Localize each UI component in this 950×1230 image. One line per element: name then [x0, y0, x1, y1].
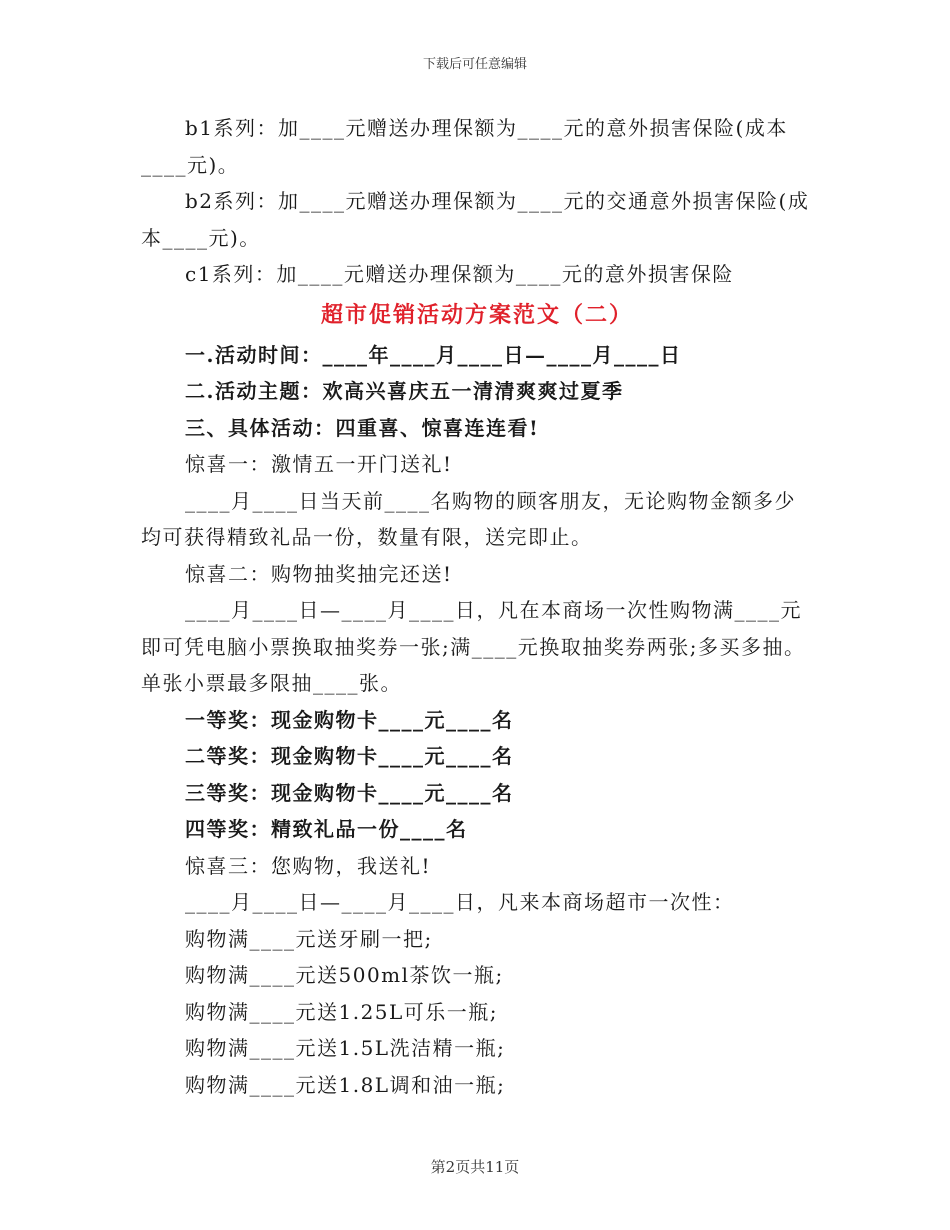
- activity-time-heading: 一.活动时间：____年____月____日—____月____日: [185, 342, 682, 367]
- prize-first: 一等奖：现金购物卡____元____名: [185, 707, 514, 732]
- series-b1-paragraph: b1系列：加____元赠送办理保额为____元的意外损害保险(成本____元)。: [141, 116, 788, 177]
- gift-item: 购物满____元送1.8L调和油一瓶;: [185, 1072, 506, 1097]
- surprise-two-title: 惊喜二：购物抽奖抽完还送!: [185, 561, 453, 586]
- document-body: [141, 110, 813, 1103]
- gift-item: 购物满____元送1.25L可乐一瓶;: [185, 999, 499, 1024]
- activity-theme-heading: 二.活动主题：欢高兴喜庆五一清清爽爽过夏季: [185, 379, 624, 403]
- surprise-two-body: ____月____日—____月____日，凡在本商场一次性购物满____元即可凭电脑小票换取抽奖券一张;满____元换取抽奖券两张;多买多抽。单张小票最多限抽____张。: [141, 598, 806, 695]
- section-title: 超市促销活动方案范文（二）: [320, 301, 633, 328]
- gift-item: 购物满____元送500ml茶饮一瓶;: [185, 963, 504, 987]
- prize-third: 三等奖：现金购物卡____元____名: [185, 780, 514, 805]
- surprise-one-body: ____月____日当天前____名购物的顾客朋友，无论购物金额多少均可获得精致礼品一份，数量有限，送完即止。: [141, 488, 796, 549]
- gift-item: 购物满____元送1.5L洗洁精一瓶;: [185, 1036, 506, 1060]
- series-b2-paragraph: b2系列：加____元赠送办理保额为____元的交通意外损害保险(成本____元)。: [141, 189, 810, 250]
- prize-fourth: 四等奖：精致礼品一份____名: [185, 817, 468, 841]
- surprise-one-title: 惊喜一：激情五一开门送礼!: [185, 452, 453, 476]
- prize-second: 二等奖：现金购物卡____元____名: [185, 744, 514, 768]
- specific-activities-heading: 三、具体活动：四重喜、惊喜连连看!: [185, 415, 540, 440]
- series-c1-paragraph: c1系列：加____元赠送办理保额为____元的意外损害保险: [185, 262, 734, 286]
- gift-item: 购物满____元送牙刷一把;: [185, 926, 433, 951]
- surprise-three-body: ____月____日—____月____日，凡来本商场超市一次性：: [185, 890, 735, 914]
- page-header: 下载后可任意编辑: [422, 57, 527, 72]
- page-footer: 第2页共11页: [430, 1158, 520, 1176]
- surprise-three-title: 惊喜三：您购物，我送礼!: [185, 853, 432, 878]
